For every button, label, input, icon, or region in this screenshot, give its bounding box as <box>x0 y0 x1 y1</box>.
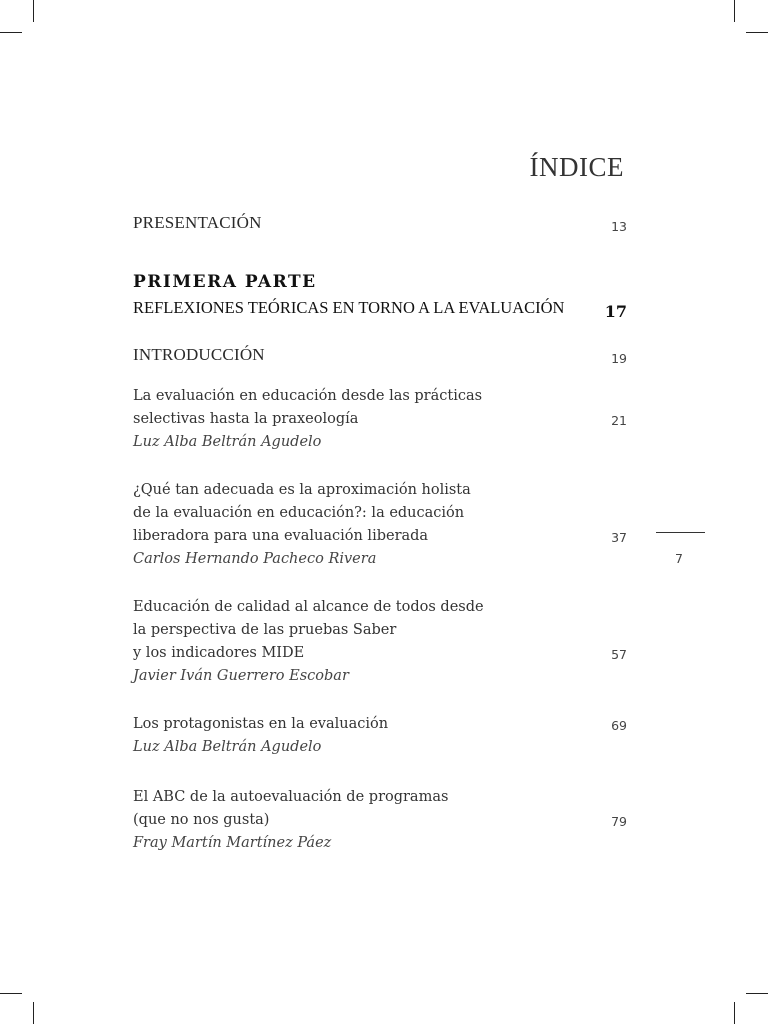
toc-entry-introduccion[interactable] <box>133 345 627 365</box>
crop-mark-top-left-horizontal <box>0 32 22 33</box>
part-subtitle: REFLEXIONES TEÓRICAS EN TORNO A LA EVALUACIÓN <box>133 298 565 317</box>
crop-mark-top-left-vertical <box>33 0 34 22</box>
page-number: 57 <box>611 647 627 662</box>
chapter-title-line: de la evaluación en educación?: la educación <box>133 505 465 521</box>
page-number: 19 <box>611 351 627 366</box>
chapter-title-line: (que no nos gusta) <box>133 812 270 828</box>
chapter-title-line: Educación de calidad al alcance de todos desde <box>133 599 484 615</box>
chapter-title-line: El ABC de la autoevaluación de programas <box>133 789 449 805</box>
toc-chapter-entry[interactable] <box>133 479 627 571</box>
chapter-title-line: Los protagonistas en la evaluación <box>133 716 389 732</box>
chapter-author: Carlos Hernando Pacheco Rivera <box>133 551 377 567</box>
page-number: 69 <box>611 718 627 733</box>
part-heading-block[interactable] <box>133 272 627 321</box>
part-heading: PRIMERA PARTE <box>133 272 317 292</box>
crop-mark-bottom-right-vertical <box>734 1002 735 1024</box>
toc-chapter-entry[interactable] <box>133 713 627 759</box>
toc-entry-label: INTRODUCCIÓN <box>133 345 265 364</box>
chapter-author: Luz Alba Beltrán Agudelo <box>133 739 322 755</box>
chapter-title-line: la perspectiva de las pruebas Saber <box>133 622 397 638</box>
toc-chapter-entry[interactable] <box>133 385 627 454</box>
folio-number: 7 <box>675 551 683 566</box>
chapter-title-line: liberadora para una evaluación liberada <box>133 528 429 544</box>
page-number: 37 <box>611 530 627 545</box>
toc-chapter-entry[interactable] <box>133 596 627 688</box>
crop-mark-bottom-left-horizontal <box>0 993 22 994</box>
chapter-author: Javier Iván Guerrero Escobar <box>133 668 349 684</box>
chapter-author: Luz Alba Beltrán Agudelo <box>133 434 322 450</box>
crop-mark-bottom-right-horizontal <box>746 993 768 994</box>
crop-mark-top-right-horizontal <box>746 32 768 33</box>
crop-mark-bottom-left-vertical <box>33 1002 34 1024</box>
folio-rule <box>656 532 705 533</box>
crop-mark-top-right-vertical <box>734 0 735 22</box>
page-number: 13 <box>611 219 627 234</box>
page-number: 17 <box>604 302 627 321</box>
page-number: 79 <box>611 814 627 829</box>
toc-chapter-entry[interactable] <box>133 786 627 855</box>
page-number: 21 <box>611 413 627 428</box>
toc-entry-label: PRESENTACIÓN <box>133 213 262 232</box>
toc-entry-presentacion[interactable] <box>133 213 627 233</box>
chapter-title-line: ¿Qué tan adecuada es la aproximación holista <box>133 482 471 498</box>
chapter-author: Fray Martín Martínez Páez <box>133 835 332 851</box>
chapter-title-line: selectivas hasta la praxeología <box>133 411 359 427</box>
chapter-title-line: y los indicadores MIDE <box>133 645 305 661</box>
page-title: ÍNDICE <box>529 152 624 182</box>
chapter-title-line: La evaluación en educación desde las prácticas <box>133 388 483 404</box>
